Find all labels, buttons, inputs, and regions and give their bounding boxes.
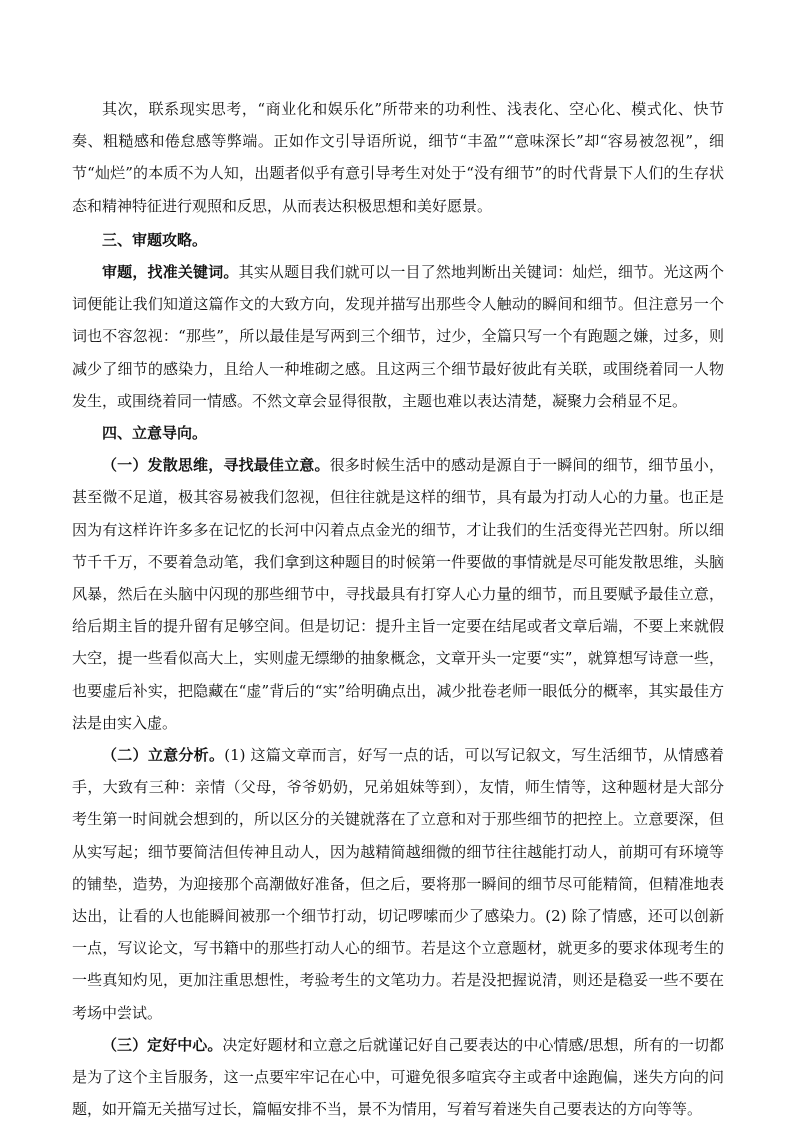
paragraph-keyword-analysis <box>72 256 724 417</box>
paragraph-theme-analysis <box>72 739 724 1029</box>
section-heading-topic-strategy: 三、审题攻略。 <box>102 230 208 249</box>
subsection-1-body: 很多时候生活中的感动是源自于一瞬间的细节，细节虽小，甚至微不足道，极其容易被我们忽视，但往往就是这样的细节，具有最为打动人心的力量。也正是因为有这样许许多多在记忆的长河中闪着点点金光的细节，才让我们的生活变得光芒四射。所以细节千千万，不要着急动笔，我们拿到这种题目的时候第一件要做的事情就是尽可能发散思维，头脑风暴，然后在头脑中闪现的那些细节中，寻找最具有打穿人心力量的细节，而且要赋予最佳立意，给后期主旨的提升留有足够空间。但是切记：提升主旨一定要在结尾或者文章后端，不要上来就假大空，提一些看似高大上，实则虚无缥缈的抽象概念，文章开头一定要“实”，就算想写诗意一些，也要虚后补实，把隐藏在“虚”背后的“实”给明确点出，减少批卷老师一眼低分的概率，其实最佳方法是由实入虚。 <box>72 456 724 732</box>
section-heading-theme-guidance: 四、立意导向。 <box>102 424 208 443</box>
paragraph-divergent-thinking <box>72 449 724 739</box>
subsection-2-body: (1) 这篇文章而言，好写一点的话，可以写记叙文，写生活细节，从情感着手，大致有三种：亲情（父母，爷爷奶奶，兄弟姐妹等到），友情，师生情等，这种题材是大部分考生第一时间就会想到的，所以区分的关键就落在了立意和对于那些细节的把控上。立意要深，但从实写起；细节要简洁但传神且动人，因为越精简越细微的细节往往越能打动人，前期可有环境等的铺垫，造势，为迎接那个高潮做好准备，但之后，要将那一瞬间的细节尽可能精简，但精准地表达出，让看的人也能瞬间被那一个细节打动，切记啰嗦而少了感染力。(2) 除了情感，还可以创新一点，写议论文，写书籍中的那些打动人心的细节。若是这个立意题材，就更多的要求体现考生的一些真知灼见，更加注重思想性，考验考生的文笔功力。若是没把握说清，则还是稳妥一些不要在考场中尝试。 <box>72 746 724 1022</box>
subsection-3-body: 决定好题材和立意之后就谨记好自己要表达的中心情感/思想，所有的一切都是为了这个主旨服务，这一点要牢牢记在心中，可避免很多喧宾夺主或者中途跑偏，迷失方向的问题，如开篇无关描写过长，篇幅安排不当，景不为情用，写着写着迷失自己要表达的方向等等。 <box>72 1035 724 1119</box>
subsection-2-lead: （二）立意分析。 <box>102 746 225 765</box>
keyword-body: 其实从题目我们就可以一目了然地判断出关键词：灿烂，细节。光这两个词便能让我们知道这篇作文的大致方向，发现并描写出那些令人触动的瞬间和细节。但注意另一个词也不容忽视：“那些”，所以最佳是写两到三个细节，过少，全篇只写一个有跑题之嫌，过多，则减少了细节的感染力，且给人一种堆砌之感。且这两三个细节最好彼此有关联，或围绕着同一人物发生，或围绕着同一情感。不然文章会显得很散，主题也难以表达清楚，凝聚力会稍显不足。 <box>72 263 724 410</box>
subsection-3-lead: （三）定好中心。 <box>102 1035 223 1054</box>
keyword-lead: 审题，找准关键词。 <box>102 263 239 282</box>
paragraph-reality-reflection: 其次，联系现实思考，“商业化和娱乐化”所带来的功利性、浅表化、空心化、模式化、快节奏、粗糙感和倦怠感等弊端。正如作文引导语所说，细节“丰盈”“意味深长”却“容易被忽视”，细节“灿烂”的本质不为人知，出题者似乎有意引导考生对处于“没有细节”的时代背景下人们的生存状态和精神特征进行观照和反思，从而表达积极思想和美好愿景。 <box>72 100 724 215</box>
document-body <box>72 93 724 1126</box>
subsection-1-lead: （一）发散思维，寻找最佳立意。 <box>102 456 330 475</box>
paragraph-set-center <box>72 1029 724 1126</box>
